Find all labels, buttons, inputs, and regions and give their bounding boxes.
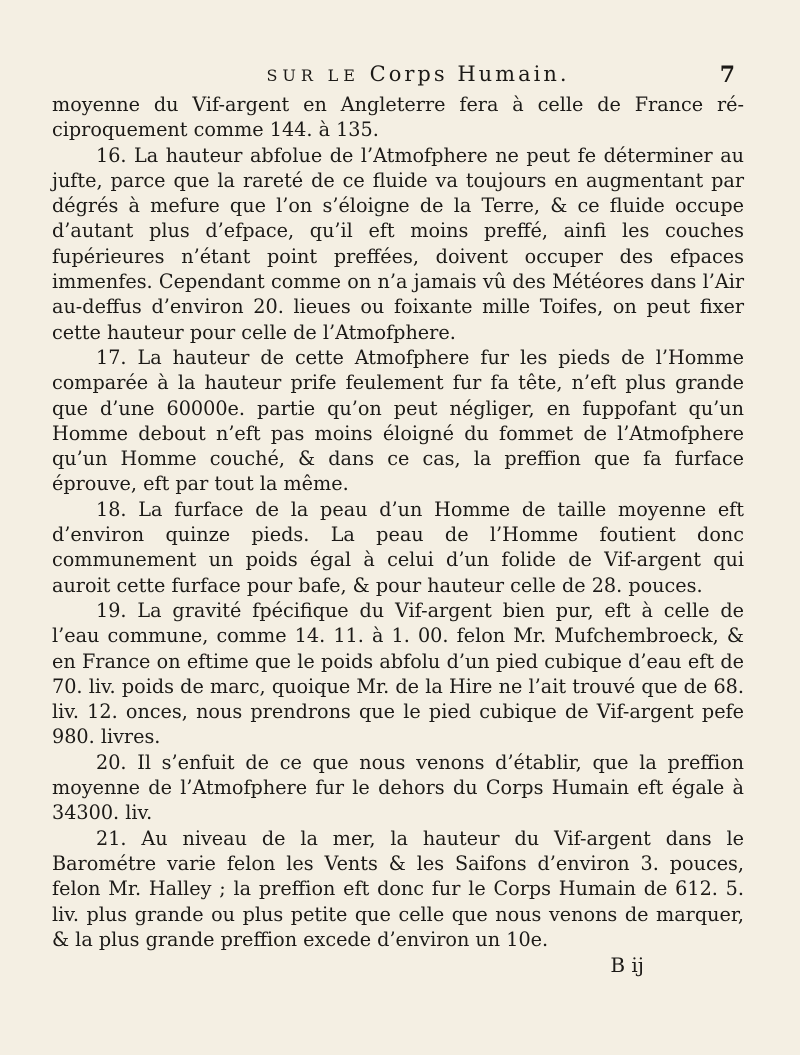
- paragraph-18: 18. La furface de la peau d’un Homme de taille moyenne eft d’environ quinze pieds. La peau de l’Homme foutient donc communement un poids égal à celui d’un folide de Vif-argent qui auroit cette furface pour bafe, & pour hauteur celle de 28. pouces.: [52, 497, 744, 597]
- running-title-humain: Humain.: [457, 62, 570, 86]
- running-title-le: LE: [327, 66, 360, 85]
- running-title: [226, 62, 569, 86]
- running-head: [52, 62, 744, 92]
- running-title-corps: Corps: [369, 62, 448, 86]
- paragraph-19: 19. La gravité fpécifique du Vif-argent bien pur, eft à celle de l’eau commune, comme 14. 11. à 1. 00. felon Mr. Mufchembroeck, & en France on eftime que le poids abfolu d’un pied cubique d’eau eft de 70. liv. poids de marc, quoique Mr. de la Hire ne l’ait trouvé que de 68. liv. 12. onces, nous prendrons que le pied cubique de Vif-argent pefe 980. livres.: [52, 598, 744, 749]
- paragraph-16: 16. La hauteur abfolue de l’Atmofphere ne peut fe déterminer au jufte, parce que la rareté de ce fluide va toujours en augmentant par dégrés à mefure que l’on s’éloigne de la Terre, & ce fluide occupe d’autant plus d’efpace, qu’il eft moins preffé, ainfi les couches fupérieures n’étant point preffées, doivent occuper des efpaces immenfes. Cependant comme on n’a jamais vû des Météores dans l’Air au-deffus d’environ 20. lieues ou foixante mille Toifes, on peut fixer cette hauteur pour celle de l’Atmofphere.: [52, 143, 744, 344]
- signature-mark: B ij: [610, 953, 644, 978]
- paragraph-continued: moyenne du Vif-argent en Angleterre fera à celle de France ré-ciproquement comme 144. à 135.: [52, 93, 744, 142]
- paragraph-21: 21. Au niveau de la mer, la hauteur du Vif-argent dans le Barométre varie felon les Vents & les Saifons d’environ 3. pouces, felon Mr. Halley ; la preffion eft donc fur le Corps Humain de 612. 5. liv. plus grande ou plus petite que celle que nous venons de marquer, & la plus grande preffion excede d’environ un 10e.: [52, 826, 744, 951]
- running-title-sur: SUR: [266, 66, 318, 85]
- body-text: [52, 92, 744, 952]
- paragraph-17: 17. La hauteur de cette Atmofphere fur les pieds de l’Homme comparée à la hauteur prife feulement fur fa tête, n’eft plus grande que d’une 60000e. partie qu’on peut négliger, en fuppofant qu’un Homme debout n’eft pas moins éloigné du fommet de l’Atmofphere qu’un Homme couché, & dans ce cas, la preffion que fa furface éprouve, eft par tout la même.: [52, 345, 744, 496]
- paragraph-20: 20. Il s’enfuit de ce que nous venons d’établir, que la preffion moyenne de l’Atmofphere fur le dehors du Corps Humain eft égale à 34300. liv.: [52, 750, 744, 825]
- page-number: 7: [719, 62, 738, 88]
